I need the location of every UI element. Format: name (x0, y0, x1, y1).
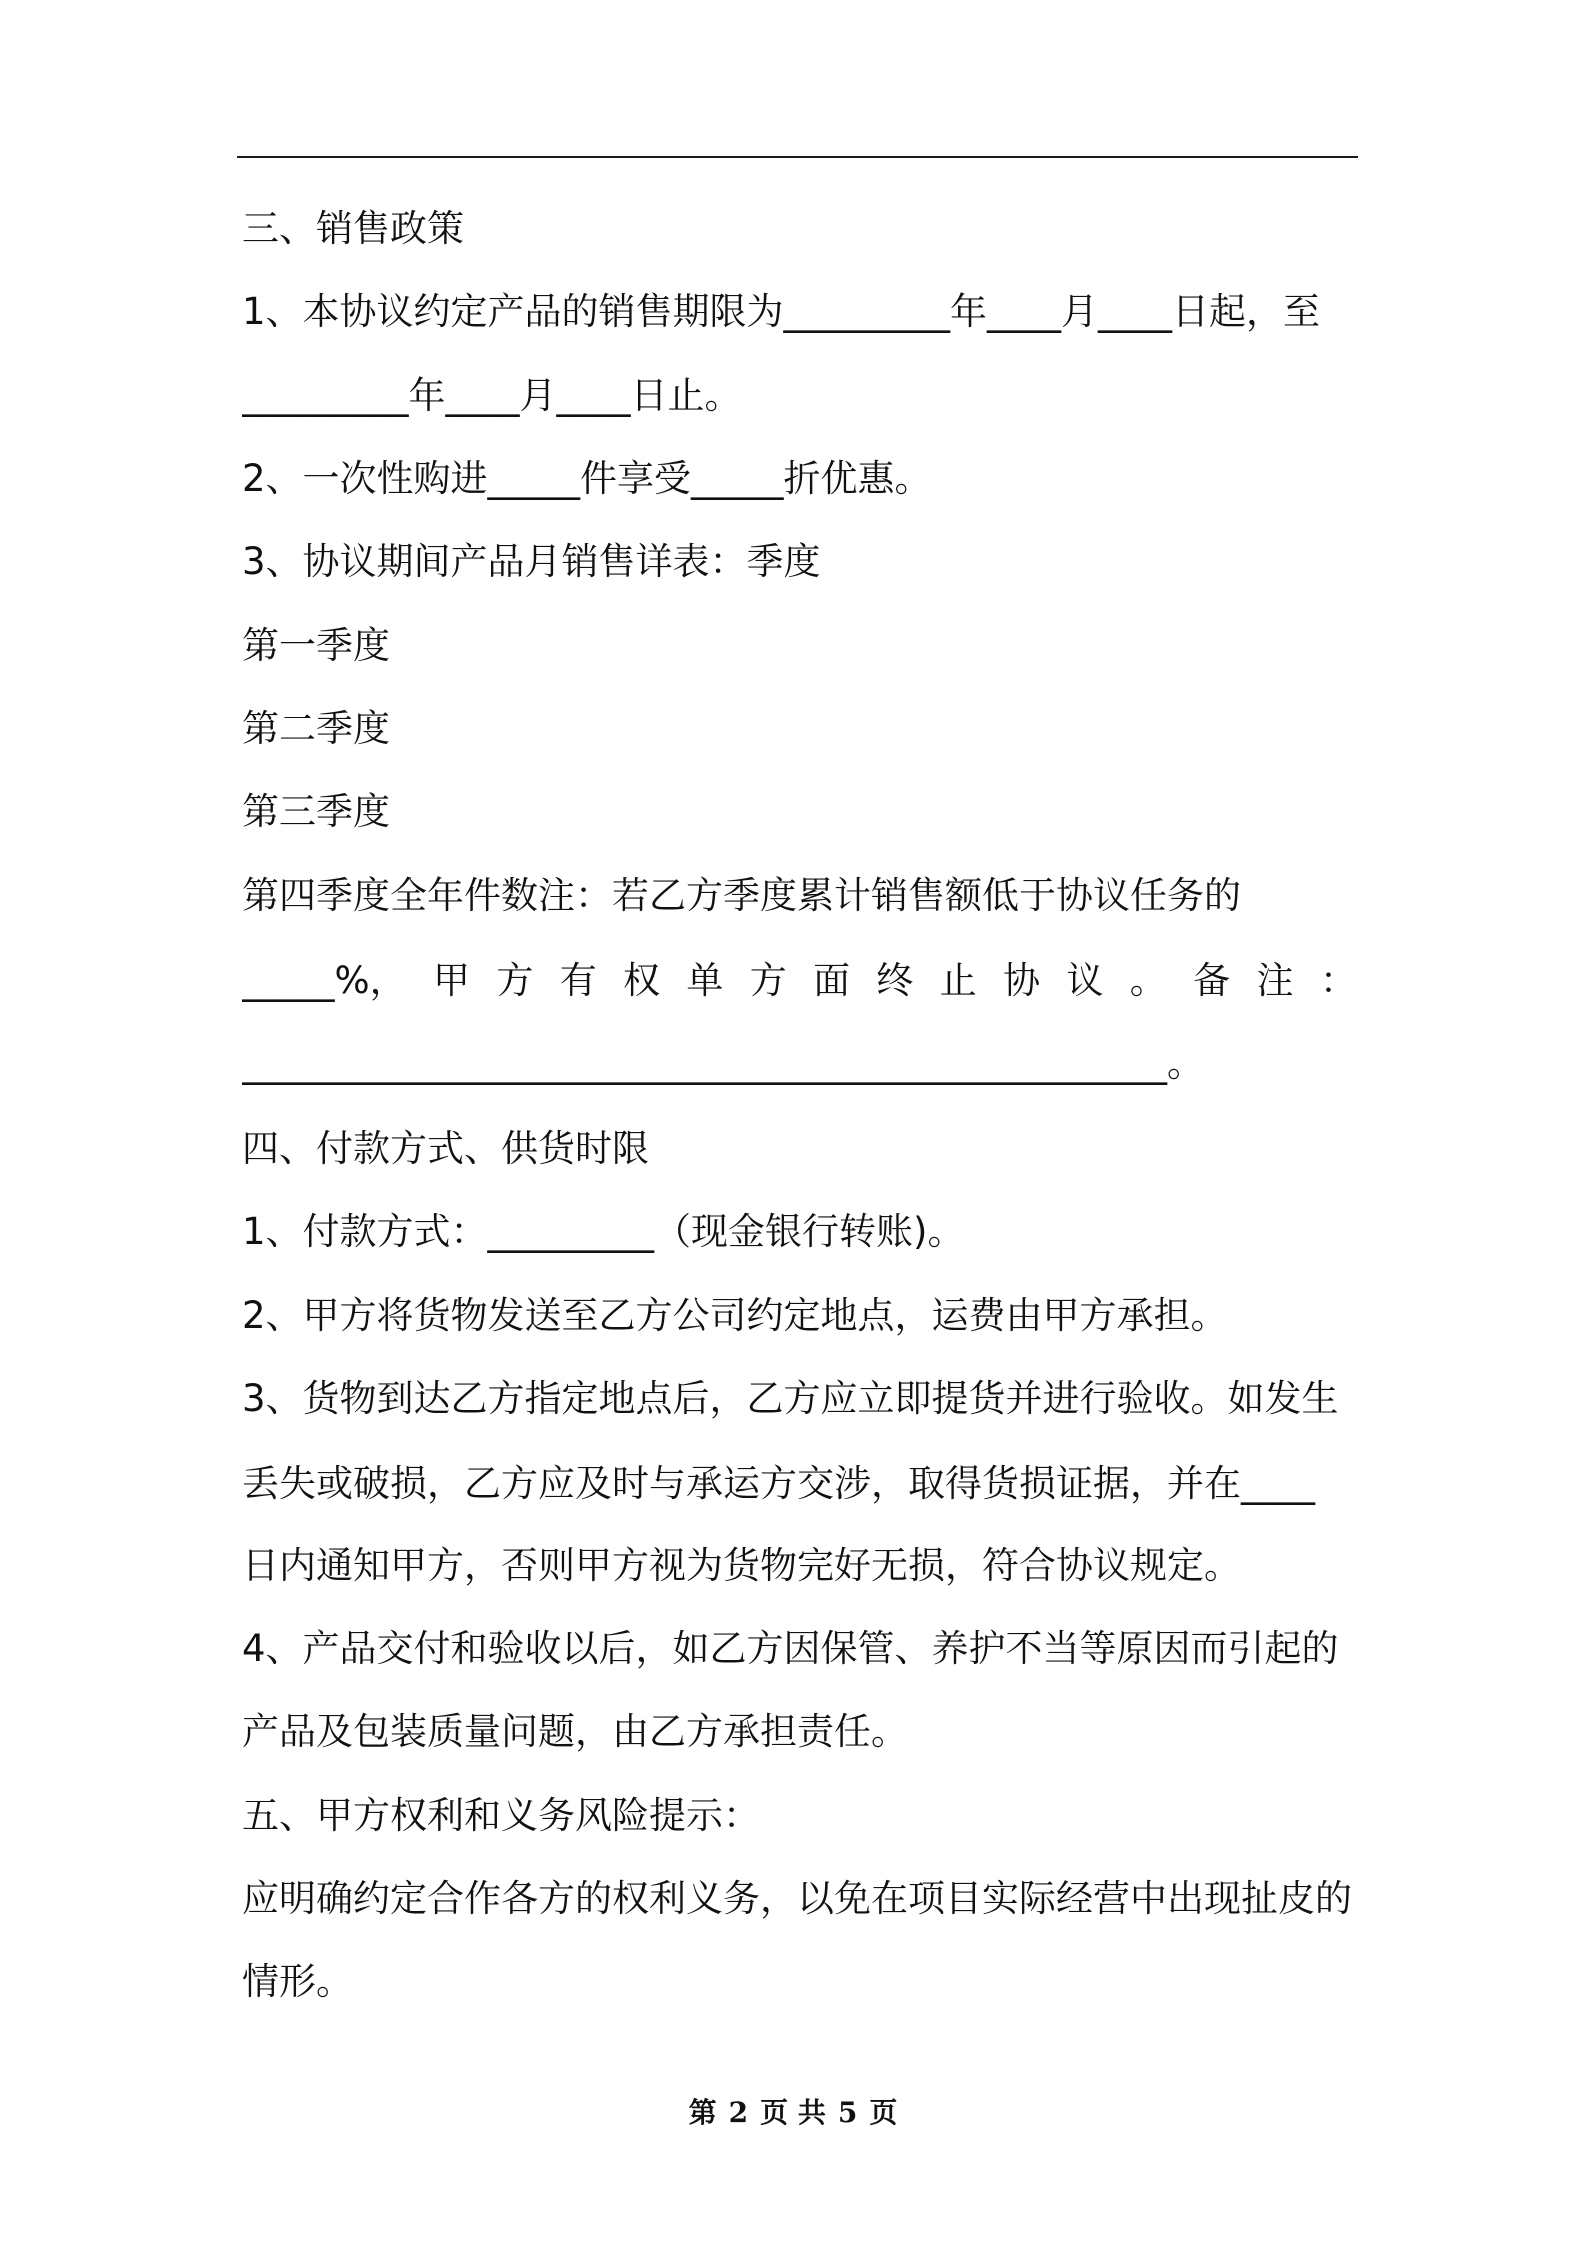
paragraph-line: 丢失或破损，乙方应及时与承运方交涉，取得货损证据，并在____ (242, 1462, 1315, 1505)
paragraph-line: 情形。 (242, 1960, 353, 2003)
line-segment: 协 (1003, 959, 1041, 1002)
line-segment: 有 (559, 959, 597, 1002)
paragraph-line: 应明确约定合作各方的权利义务，以免在项目实际经营中出现扯皮的 (242, 1877, 1352, 1920)
paragraph-line: 第四季度全年件数注：若乙方季度累计销售额低于协议任务的 (242, 874, 1241, 917)
paragraph-line: __________________________________________________。 (242, 1042, 1204, 1085)
line-segment: 。 (1129, 959, 1167, 1002)
footer-prefix: 第 (688, 2096, 717, 2129)
footer-mid: 页 共 (760, 2096, 826, 2129)
page-footer (0, 2095, 1586, 2131)
paragraph-line: 3、协议期间产品月销售详表：季度 (242, 540, 821, 583)
paragraph-line: 1、付款方式：_________（现金银行转账)。 (242, 1210, 965, 1253)
paragraph-line: 第一季度 (242, 624, 390, 667)
paragraph-line: _________年____月____日止。 (242, 374, 742, 417)
line-segment: 面 (813, 959, 851, 1002)
header-rule (237, 156, 1358, 158)
total-pages: 5 (837, 2096, 858, 2129)
line-segment: 单 (686, 959, 724, 1002)
line-segment: 终 (876, 959, 914, 1002)
paragraph-line: 4、产品交付和验收以后，如乙方因保管、养护不当等原因而引起的 (242, 1627, 1339, 1670)
paragraph-line: 3、货物到达乙方指定地点后，乙方应立即提货并进行验收。如发生 (242, 1377, 1339, 1420)
paragraph-line-justified (242, 957, 1357, 1005)
footer-suffix: 页 (869, 2096, 898, 2129)
paragraph-line: 日内通知甲方，否则甲方视为货物完好无损，符合协议规定。 (242, 1544, 1241, 1587)
section-heading-rights: 五、甲方权利和义务风险提示： (242, 1794, 760, 1837)
line-segment: 方 (749, 959, 787, 1002)
paragraph-line: 第三季度 (242, 790, 390, 833)
line-segment: 止 (939, 959, 977, 1002)
section-heading-sales-policy: 三、销售政策 (242, 207, 464, 250)
line-segment: 议 (1066, 959, 1104, 1002)
paragraph-line: 第二季度 (242, 707, 390, 750)
line-segment: 注 (1256, 959, 1294, 1002)
line-segment: 权 (623, 959, 661, 1002)
paragraph-line: 2、一次性购进_____件享受_____折优惠。 (242, 457, 932, 500)
line-segment: ： (1319, 959, 1357, 1002)
paragraph-line: 2、甲方将货物发送至乙方公司约定地点，运费由甲方承担。 (242, 1294, 1228, 1337)
line-segment: 方 (496, 959, 534, 1002)
paragraph-line: 产品及包装质量问题，由乙方承担责任。 (242, 1710, 908, 1753)
paragraph-line-text: 1、本协议约定产品的销售期限为_________年____月____日起，至 (242, 290, 1321, 333)
line-segment: _____%， (242, 959, 407, 1002)
paragraph-line (242, 288, 1357, 336)
page-number: 2 (728, 2096, 749, 2129)
line-segment: 备 (1193, 959, 1231, 1002)
line-segment: 甲 (433, 959, 471, 1002)
section-heading-payment: 四、付款方式、供货时限 (242, 1127, 649, 1170)
